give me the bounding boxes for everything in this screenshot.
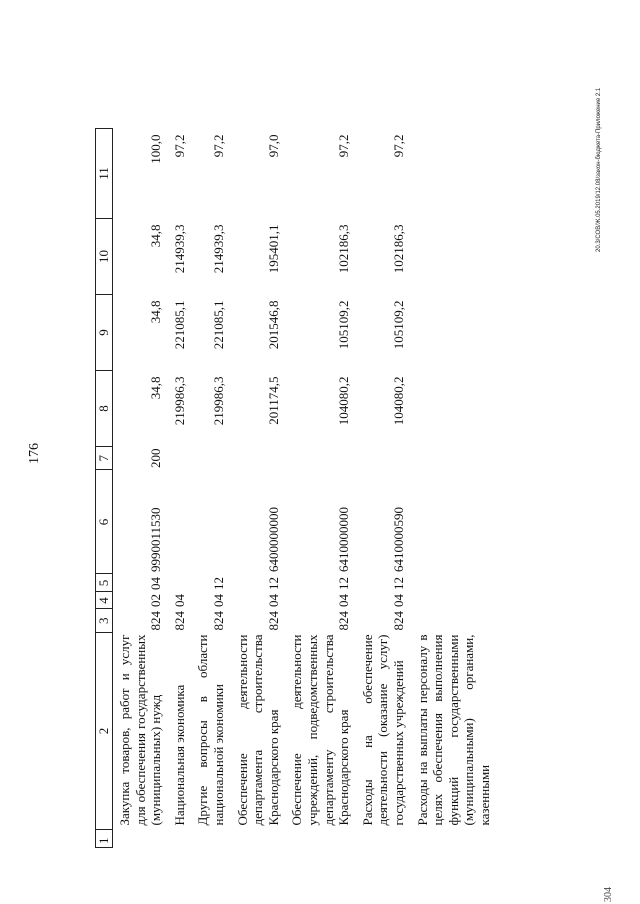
- row-c9: 201546,8: [265, 300, 281, 350]
- row-c11: 100,0: [148, 134, 164, 164]
- row-c7: [191, 447, 230, 471]
- row-c8: 104080,2: [336, 376, 352, 426]
- row-c4: 04: [390, 594, 406, 607]
- row-c11: 97,2: [210, 134, 226, 158]
- header-col-2: 2: [96, 633, 113, 830]
- row-c11: [411, 129, 497, 219]
- header-col-8: 8: [96, 371, 113, 447]
- row-c6: [191, 470, 230, 574]
- row-name: Закупка товаров, работ и услуг для обеспечения государственных (муниципальных) нужд: [117, 634, 164, 826]
- row-c4: 04: [171, 594, 187, 607]
- row-c9: 221085,1: [210, 300, 226, 350]
- row-c6: 9990011530: [148, 507, 164, 572]
- row-c3: [411, 609, 497, 633]
- row-c8: 219986,3: [171, 376, 187, 426]
- row-c7: [356, 447, 411, 471]
- row-c4: 02: [148, 594, 164, 607]
- row-c5: 04: [148, 577, 164, 590]
- row-c8: [411, 371, 497, 447]
- row-c5: [411, 574, 497, 592]
- row-c9: 105109,2: [390, 300, 406, 350]
- row-name: Обеспечение деятельности департамента строительства Краснодарского края: [234, 634, 281, 826]
- row-c9: 221085,1: [171, 300, 187, 350]
- header-col-11: 11: [96, 129, 113, 219]
- row-c3: 824: [171, 611, 187, 631]
- row-c3: 824: [210, 611, 226, 631]
- row-c3: 824: [336, 611, 352, 631]
- header-col-6: 6: [96, 470, 113, 574]
- row-c8: 201174,5: [265, 376, 281, 425]
- row-c6: 6410000590: [390, 507, 406, 572]
- row-c3: 824: [148, 611, 164, 631]
- budget-table-body: [95, 128, 496, 848]
- row-c6: [168, 470, 192, 574]
- table-row: [168, 129, 192, 848]
- header-col-7: 7: [96, 447, 113, 471]
- row-c11: 97,2: [390, 134, 406, 158]
- row-name: Расходы на обеспечение деятельности (оказание услуг) государственных учреждений: [359, 634, 406, 826]
- row-c10: 102186,3: [336, 224, 352, 274]
- header-col-4: 4: [96, 592, 113, 609]
- row-c9: [411, 295, 497, 371]
- row-c10: 214939,3: [171, 224, 187, 274]
- table-row: [411, 129, 497, 848]
- row-c4: 04: [336, 594, 352, 607]
- row-c5: 12: [390, 577, 406, 590]
- corner-page-number: 304: [603, 887, 614, 902]
- row-c4: 04: [265, 594, 281, 607]
- row-c9: 105109,2: [336, 300, 352, 350]
- row-c7: 200: [148, 448, 164, 468]
- header-col-1: 1: [96, 830, 113, 848]
- row-name: Другие вопросы в области национальной экономики: [195, 634, 226, 826]
- table-row: [113, 129, 168, 848]
- row-c10: 214939,3: [210, 224, 226, 274]
- row-c11: 97,0: [265, 134, 281, 158]
- footer-document-code: 20.3/СОВ/Ж.05.2019/12.08/закон-бюджета-Приложение 2.1: [596, 87, 602, 252]
- row-c4: 04: [210, 594, 226, 607]
- table-row: [231, 129, 286, 848]
- table-row: [356, 129, 411, 848]
- table-row: [285, 129, 355, 848]
- row-c5: [168, 574, 192, 592]
- row-c5: 12: [265, 577, 281, 590]
- row-c10: [411, 219, 497, 295]
- row-c4: [411, 592, 497, 609]
- header-row: [96, 129, 113, 848]
- row-c3: 824: [390, 611, 406, 631]
- row-c10: 34,8: [148, 224, 164, 248]
- row-c6: 6410000000: [336, 507, 352, 572]
- header-col-3: 3: [96, 609, 113, 633]
- row-c5: 12: [336, 577, 352, 590]
- row-c8: 34,8: [148, 376, 164, 400]
- page-number: 176: [27, 443, 42, 464]
- row-c11: 97,2: [336, 134, 352, 158]
- row-c7: [411, 447, 497, 471]
- row-c11: 97,2: [171, 134, 187, 158]
- row-c6: [411, 470, 497, 574]
- header-col-9: 9: [96, 295, 113, 371]
- row-c9: 34,8: [148, 300, 164, 324]
- row-c7: [231, 447, 286, 471]
- header-col-10: 10: [96, 219, 113, 295]
- row-c8: 219986,3: [210, 376, 226, 426]
- row-c3: 824: [265, 611, 281, 631]
- row-c10: 195401,1: [265, 224, 281, 274]
- row-name: Расходы на выплаты персоналу в целях обеспечения выполнения функций государственными (муниципальными) органами, казенными: [414, 634, 492, 826]
- row-c5: 12: [210, 577, 226, 590]
- row-c7: [285, 447, 355, 471]
- table-row: [191, 129, 230, 848]
- row-name: Национальная экономика: [171, 684, 187, 826]
- row-c6: 6400000000: [265, 507, 281, 572]
- row-c10: 102186,3: [390, 224, 406, 274]
- row-c7: [168, 447, 192, 471]
- header-col-5: 5: [96, 574, 113, 592]
- row-c8: 104080,2: [390, 376, 406, 426]
- row-name: Обеспечение деятельности учреждений, подведомственных департаменту строительства Краснодарского края: [289, 634, 352, 826]
